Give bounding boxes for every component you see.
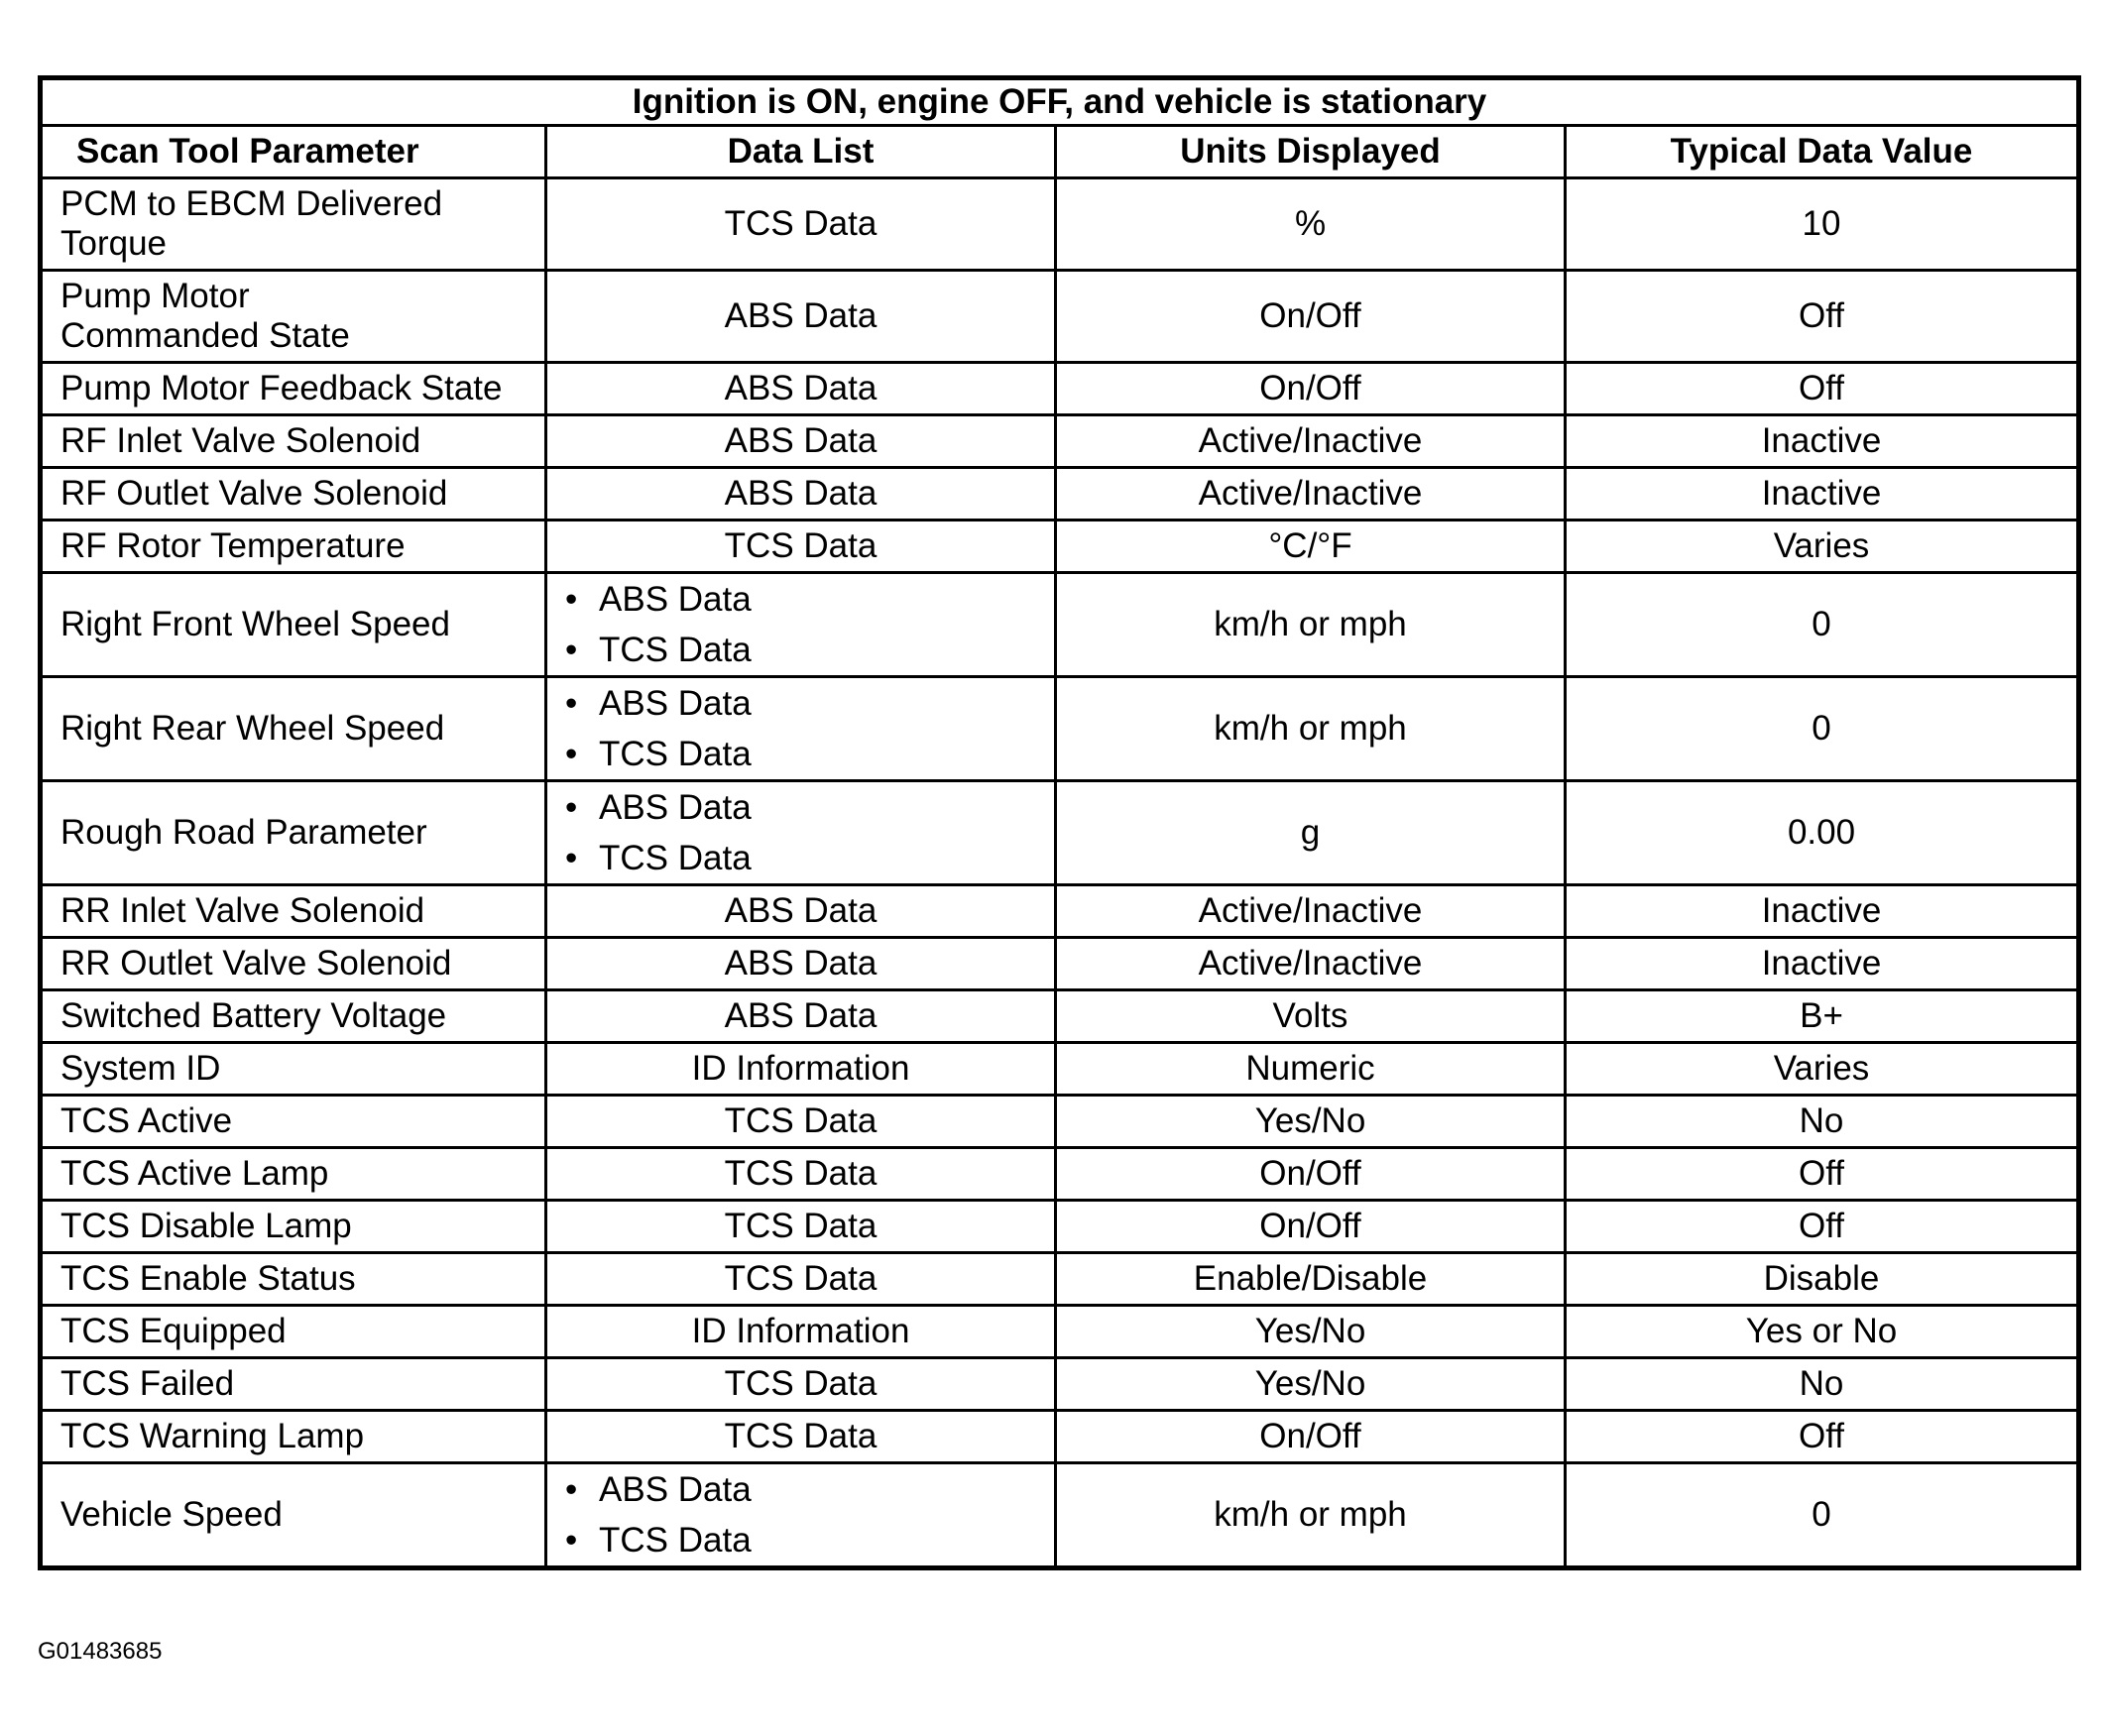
- table-row: [41, 178, 2079, 271]
- data-list-item: [565, 1515, 1036, 1565]
- cell-parameter: RF Outlet Valve Solenoid: [41, 468, 546, 521]
- cell-data-list: ID Information: [546, 1043, 1056, 1096]
- cell-typical-value: 0: [1566, 677, 2079, 781]
- bullet-icon: •: [565, 580, 578, 619]
- table-row: [41, 1201, 2079, 1253]
- cell-units: Yes/No: [1056, 1096, 1566, 1148]
- data-list-item: [565, 574, 1036, 625]
- cell-units: Active/Inactive: [1056, 468, 1566, 521]
- cell-parameter: RF Inlet Valve Solenoid: [41, 415, 546, 468]
- table-row: [41, 1096, 2079, 1148]
- cell-data-list: TCS Data: [546, 1096, 1056, 1148]
- cell-parameter: TCS Failed: [41, 1358, 546, 1411]
- cell-units: On/Off: [1056, 363, 1566, 415]
- cell-data-list: TCS Data: [546, 521, 1056, 573]
- cell-units: Enable/Disable: [1056, 1253, 1566, 1306]
- bullet-icon: •: [565, 631, 578, 669]
- cell-data-list: TCS Data: [546, 178, 1056, 271]
- cell-typical-value: B+: [1566, 990, 2079, 1043]
- table-row: [41, 363, 2079, 415]
- cell-units: On/Off: [1056, 1148, 1566, 1201]
- table-row: [41, 1358, 2079, 1411]
- cell-data-list: ABS Data: [546, 990, 1056, 1043]
- data-list-item: [565, 1464, 1036, 1515]
- cell-parameter: Pump Motor Commanded State: [41, 271, 546, 363]
- cell-units: Yes/No: [1056, 1306, 1566, 1358]
- cell-typical-value: Off: [1566, 363, 2079, 415]
- cell-units: km/h or mph: [1056, 573, 1566, 677]
- data-list-item-label: TCS Data: [599, 839, 752, 877]
- bullet-icon: •: [565, 1521, 578, 1560]
- column-header-typical-value: Typical Data Value: [1566, 126, 2079, 178]
- cell-data-list: ABS Data: [546, 415, 1056, 468]
- bullet-icon: •: [565, 735, 578, 773]
- figure-code: G01483685: [38, 1638, 163, 1665]
- cell-units: Active/Inactive: [1056, 938, 1566, 990]
- table-title: Ignition is ON, engine OFF, and vehicle is stationary: [41, 78, 2079, 126]
- cell-typical-value: Off: [1566, 1411, 2079, 1463]
- cell-data-list: ABS Data: [546, 938, 1056, 990]
- data-list-item: [565, 833, 1036, 883]
- table-row: [41, 1043, 2079, 1096]
- cell-data-list: TCS Data: [546, 1148, 1056, 1201]
- cell-typical-value: Off: [1566, 1148, 2079, 1201]
- data-list-item-label: ABS Data: [599, 788, 752, 827]
- cell-typical-value: No: [1566, 1096, 2079, 1148]
- cell-data-list: [546, 781, 1056, 885]
- data-list-item-label: TCS Data: [599, 1521, 752, 1560]
- scan-tool-data-table: [38, 75, 2081, 1570]
- cell-data-list: TCS Data: [546, 1201, 1056, 1253]
- cell-data-list: [546, 1463, 1056, 1568]
- cell-parameter: RR Inlet Valve Solenoid: [41, 885, 546, 938]
- cell-typical-value: Off: [1566, 1201, 2079, 1253]
- table-row: [41, 1306, 2079, 1358]
- table-row: [41, 415, 2079, 468]
- table-body: [41, 178, 2079, 1568]
- cell-parameter: RR Outlet Valve Solenoid: [41, 938, 546, 990]
- cell-data-list: ABS Data: [546, 468, 1056, 521]
- cell-units: °C/°F: [1056, 521, 1566, 573]
- cell-data-list: ABS Data: [546, 363, 1056, 415]
- table-row: [41, 938, 2079, 990]
- table-row: [41, 271, 2079, 363]
- cell-typical-value: Yes or No: [1566, 1306, 2079, 1358]
- cell-parameter: TCS Disable Lamp: [41, 1201, 546, 1253]
- column-header-data-list: Data List: [546, 126, 1056, 178]
- cell-data-list: [546, 677, 1056, 781]
- table-header-row: [41, 126, 2079, 178]
- cell-typical-value: 0: [1566, 1463, 2079, 1568]
- cell-parameter: PCM to EBCM Delivered Torque: [41, 178, 546, 271]
- table-row: [41, 468, 2079, 521]
- cell-typical-value: 0.00: [1566, 781, 2079, 885]
- cell-parameter: TCS Enable Status: [41, 1253, 546, 1306]
- cell-parameter: RF Rotor Temperature: [41, 521, 546, 573]
- table-row: [41, 1463, 2079, 1568]
- cell-units: Active/Inactive: [1056, 885, 1566, 938]
- cell-units: %: [1056, 178, 1566, 271]
- table-row: [41, 1253, 2079, 1306]
- cell-parameter: System ID: [41, 1043, 546, 1096]
- data-list-item: [565, 729, 1036, 779]
- cell-data-list: TCS Data: [546, 1358, 1056, 1411]
- cell-units: km/h or mph: [1056, 1463, 1566, 1568]
- column-header-parameter: Scan Tool Parameter: [41, 126, 546, 178]
- cell-data-list: TCS Data: [546, 1253, 1056, 1306]
- bullet-icon: •: [565, 1470, 578, 1509]
- cell-parameter: Right Front Wheel Speed: [41, 573, 546, 677]
- cell-data-list: TCS Data: [546, 1411, 1056, 1463]
- cell-parameter: Vehicle Speed: [41, 1463, 546, 1568]
- cell-parameter: Pump Motor Feedback State: [41, 363, 546, 415]
- data-list-item-label: TCS Data: [599, 735, 752, 773]
- cell-parameter: TCS Equipped: [41, 1306, 546, 1358]
- data-list-item: [565, 782, 1036, 833]
- table-row: [41, 521, 2079, 573]
- table-row: [41, 990, 2079, 1043]
- cell-parameter: TCS Active: [41, 1096, 546, 1148]
- cell-data-list: [546, 573, 1056, 677]
- cell-typical-value: Inactive: [1566, 885, 2079, 938]
- data-list-item-label: ABS Data: [599, 580, 752, 619]
- bullet-icon: •: [565, 839, 578, 877]
- cell-data-list: ID Information: [546, 1306, 1056, 1358]
- cell-parameter: Rough Road Parameter: [41, 781, 546, 885]
- table-row: [41, 781, 2079, 885]
- cell-typical-value: 0: [1566, 573, 2079, 677]
- data-list-item-label: ABS Data: [599, 1470, 752, 1509]
- cell-units: Volts: [1056, 990, 1566, 1043]
- cell-typical-value: Off: [1566, 271, 2079, 363]
- scan-tool-data-table-container: [38, 75, 2076, 1570]
- cell-typical-value: Disable: [1566, 1253, 2079, 1306]
- table-row: [41, 885, 2079, 938]
- cell-typical-value: Varies: [1566, 1043, 2079, 1096]
- cell-units: Numeric: [1056, 1043, 1566, 1096]
- cell-typical-value: Varies: [1566, 521, 2079, 573]
- cell-parameter: TCS Active Lamp: [41, 1148, 546, 1201]
- data-list-item-label: ABS Data: [599, 684, 752, 723]
- cell-data-list: ABS Data: [546, 271, 1056, 363]
- cell-units: On/Off: [1056, 271, 1566, 363]
- cell-parameter: Switched Battery Voltage: [41, 990, 546, 1043]
- table-row: [41, 573, 2079, 677]
- table-row: [41, 1148, 2079, 1201]
- column-header-units: Units Displayed: [1056, 126, 1566, 178]
- table-row: [41, 677, 2079, 781]
- bullet-icon: •: [565, 788, 578, 827]
- table-title-row: [41, 78, 2079, 126]
- cell-typical-value: Inactive: [1566, 938, 2079, 990]
- cell-typical-value: Inactive: [1566, 415, 2079, 468]
- cell-units: km/h or mph: [1056, 677, 1566, 781]
- cell-units: Yes/No: [1056, 1358, 1566, 1411]
- cell-parameter: Right Rear Wheel Speed: [41, 677, 546, 781]
- cell-data-list: ABS Data: [546, 885, 1056, 938]
- cell-parameter: TCS Warning Lamp: [41, 1411, 546, 1463]
- data-list-item-label: TCS Data: [599, 631, 752, 669]
- cell-typical-value: Inactive: [1566, 468, 2079, 521]
- cell-units: Active/Inactive: [1056, 415, 1566, 468]
- cell-typical-value: 10: [1566, 178, 2079, 271]
- cell-units: On/Off: [1056, 1201, 1566, 1253]
- cell-typical-value: No: [1566, 1358, 2079, 1411]
- cell-units: On/Off: [1056, 1411, 1566, 1463]
- table-row: [41, 1411, 2079, 1463]
- bullet-icon: •: [565, 684, 578, 723]
- cell-units: g: [1056, 781, 1566, 885]
- data-list-item: [565, 678, 1036, 729]
- data-list-item: [565, 625, 1036, 675]
